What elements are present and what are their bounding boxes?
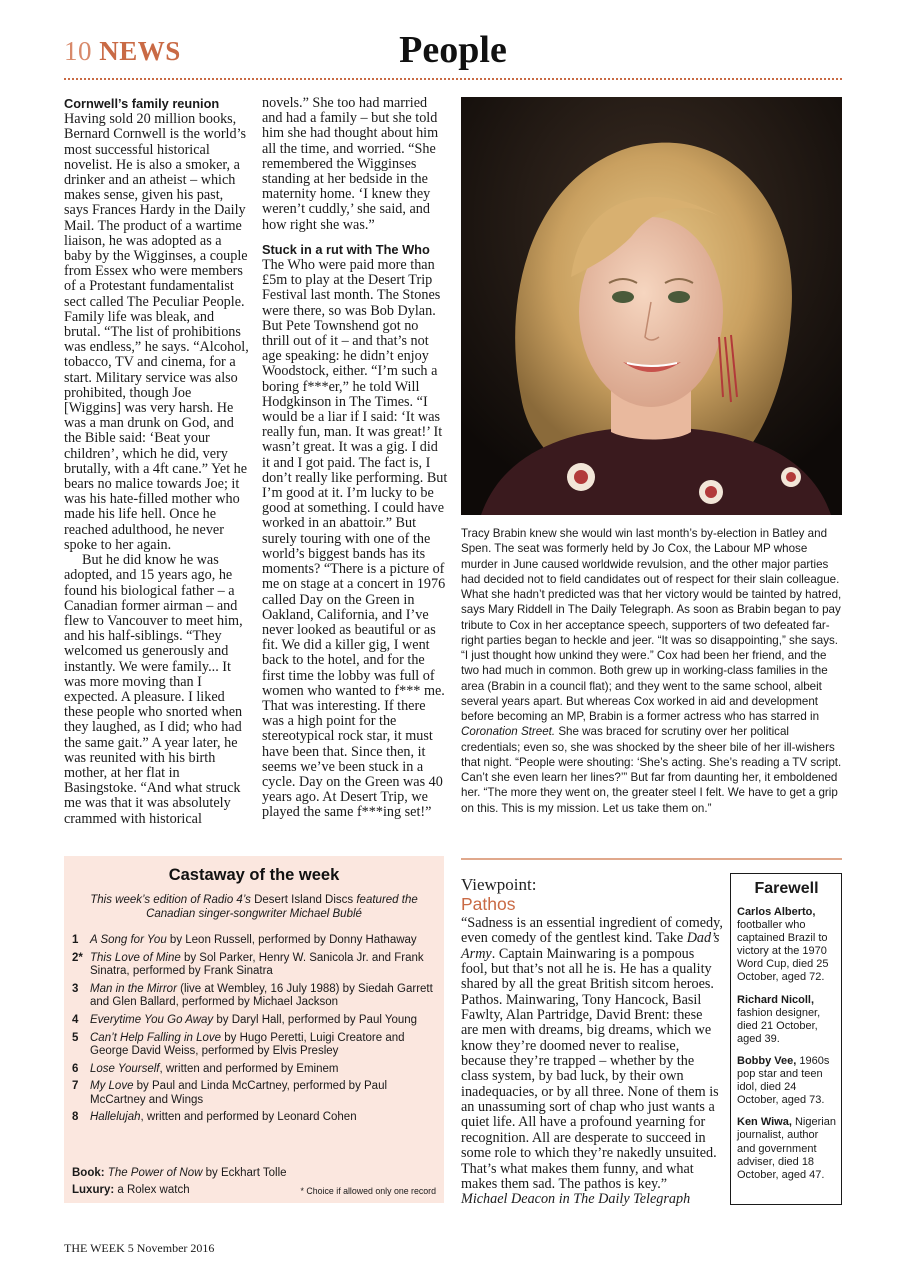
castaway-footnote: * Choice if allowed only one record	[300, 1186, 436, 1196]
castaway-book: Book: The Power of Now by Eckhart Tolle	[72, 1167, 287, 1179]
list-item: Richard Nicoll, fashion designer, died 21 October, aged 39.	[737, 993, 821, 1045]
viewpoint-byline: Michael Deacon in The Daily Telegraph	[461, 1191, 691, 1208]
viewpoint-body: “Sadness is an essential ingredient of comedy, even comedy of the gentlest kind. Take Dad’s Army. Captain Mainwaring is a pompous fool, but that’s not all he is. He has a quality shared by all the great British sitcom heroes. Pathos. Mainwaring, Tony Hancock, Basil Fawlty, Alan Partridge, David Brent: these are men with dreams, big dreams, which we know they’re doomed never to realise, because they’re trapped – whether by the class system, by bad luck, by their own inadequacies, or by all three. None of them is an unassuming sort of chap who just wants a quiet life. All have a profound yearning for recognition. All are desperate to succeed in some role to which they’re nakedly unsuited. That’s what makes them funny, and what makes them sad. The pathos is key.”	[461, 915, 723, 1192]
list-item: 5 Can’t Help Falling in Love by Hugo Peretti, Luigi Creatore and George David Weiss, performed by Elvis Presley	[72, 1031, 405, 1057]
list-item: Carlos Alberto, footballer who captained Brazil to victory at the 1970 Word Cup, died 25 October, aged 72.	[737, 906, 829, 984]
page-header	[64, 28, 842, 80]
column-2	[262, 96, 448, 821]
cornwell-para-1: Having sold 20 million books, Bernard Cornwell is the world’s most successful historical novelist. He is also a smoker, a drinker and an atheist – which makes sense, given his past, says Frances Hardy in the Daily Mail. The product of a wartime liaison, he was adopted as a baby by the Wigginses, a couple from Essex who were members of a Protestant fundamentalist sect called The Peculiar People. Family life was bleak, and brutal. “The list of prohibitions was endless,” he says. “Alcohol, tobacco, TV and cinema, for a start. Military service was also prohibited, though Joe [Wiggins] was very harsh. He was a man drunk on God, and the Bible said: ‘Beat your children’, which he did, very brutally, with a 4ft cane.” Yet he bears no malice towards Joe; it was his hate-filled mother who made his life hell. Once he reached adulthood, he never spoke to her again.	[64, 111, 249, 553]
castaway-box	[64, 856, 444, 1203]
portrait-illustration	[461, 97, 842, 515]
list-item: Bobby Vee, 1960s pop star and teen idol, died 24 October, aged 73.	[737, 1054, 830, 1107]
caption-show-title: Coronation Street.	[461, 725, 556, 739]
viewpoint-headline: Pathos	[461, 894, 516, 914]
list-item: 3 Man in the Mirror (live at Wembley, 16 July 1988) by Siedah Garrett and Glen Ballard, performed by Michael Jackson	[72, 982, 433, 1008]
list-item: 7 My Love by Paul and Linda McCartney, performed by Paul McCartney and Wings	[72, 1080, 388, 1106]
who-kicker: Stuck in a rut with The Who	[262, 241, 430, 257]
page-title: People	[399, 29, 507, 71]
list-item: 4 Everytime You Go Away by Daryl Hall, performed by Paul Young	[72, 1013, 418, 1026]
brabin-photo	[461, 97, 842, 515]
cornwell-para-2: But he did know he was adopted, and 15 years ago, he found his biological father – a Canadian former airman – and flew to Vancouver to meet him, and his half-siblings. “They welcomed us generously and instantly. We were family... It was more moving than I expected. A pleasure. I liked these people who snorted when they laughed, as I did; who had the same gait.” A year later, he was reunited with his birth mother, at her flat in Basingstoke. “And what struck me was that it was absolutely crammed with historical	[64, 552, 243, 827]
caption-text-1: Tracy Brabin knew she would win last month’s by-election in Batley and Spen. The seat was formerly held by Jo Cox, the Labour MP whose murder in June caused worldwide revulsion, and the other major parties had decided not to field candidates out of respect for their slain colleague. What she hadn’t predicted was that her victory would be tainted by hatred, says Mary Riddell in The Daily Telegraph. As soon as Brabin began to pay tribute to Cox in her acceptance speech, supporters of two defeated far-right parties began to heckle and jeer. “It was so disappointing,” she says. “I just thought how unkind they were.” Cox had been her friend, and the two had much in common. Both grew up in working-class families in the area (Brabin in a council flat); and they went to the same school, albeit several years apart. But whereas Cox worked in aid and development before becoming an MP, Brabin is a former actress who has starred in	[461, 527, 842, 723]
cornwell-para-3: novels.” She too had married and had a family – but she told him she had thought about him all the time, and worried. “She remembered the Wigginses standing at her bedside in the maternity home. ‘I knew they weren’t cuddly,’ she said, and how right she was.”	[262, 95, 439, 233]
who-body: The Who were paid more than £5m to play at the Desert Trip Festival last month. The Stones were there, so was Bob Dylan. But Pete Townshend got no thrill out of it – and that’s not age speaking: he didn’t enjoy Woodstock, either. “I’m such a boring f***er,” he told Will Hodgkinson in The Times. “I would be a liar if I said: ‘It was really fun, man. It was great!’ It wasn’t great. It was a gig. I did it and I got paid. The fact is, I don’t really like performing. But I’m good at it. I’m lucky to be good at something. I could have worked in an abattoir.” But surely touring with one of the world’s biggest bands has its moments? “There is a picture of me on stage at a concert in 1976 called Day on the Green in Oakland, California, and I’ve never looked as beautiful or as fit. We did a killer gig, I went back to the hotel, and for the first time the lobby was full of women who wanted to f*** me. That was interesting. If there was a high point for the stereotypical rock star, it must have been that. Since then, it seems we’ve been stuck in a cycle. Day on the Green was 40 years ago. At Desert Trip, we played the same f***ing set!”	[262, 257, 448, 821]
photo-caption	[461, 526, 845, 816]
list-item: 2* This Love of Mine by Sol Parker, Henry W. Sanicola Jr. and Frank Sinatra, performed by Frank Sinatra	[72, 951, 424, 977]
list-item: 1 A Song for You by Leon Russell, performed by Donny Hathaway	[72, 934, 417, 946]
cornwell-article	[64, 96, 250, 827]
list-item: 6 Lose Yourself, written and performed by Eminem	[72, 1062, 339, 1075]
section-name: NEWS	[99, 36, 181, 66]
section-number: 10	[64, 36, 92, 66]
castaway-subtitle: This week’s edition of Radio 4’s Desert Island Discs featured the Canadian singer-songwriter Michael Bublé	[90, 894, 418, 920]
castaway-title: Castaway of the week	[168, 866, 340, 884]
header-divider	[64, 78, 842, 80]
farewell-title: Farewell	[754, 880, 819, 897]
list-item: Ken Wiwa, Nigerian journalist, author and government adviser, died 18 October, aged 47.	[737, 1116, 836, 1181]
page-footer: THE WEEK 5 November 2016	[64, 1241, 215, 1255]
castaway-luxury: Luxury: a Rolex watch	[72, 1184, 190, 1196]
caption-text-2: She was braced for scrutiny over her political credentials; even so, she was shocked by the sheer bile of her ill-wishers that night. “People were shouting: ‘She’s acting. She’s reading a TV script. Can’t she even learn her lines?’” But far from daunting her, it emboldened her. “The more they went on, the greater steel I felt. We have to get a grip on this. This is my mission. Let us take them on.”	[461, 725, 842, 815]
viewpoint-article	[461, 875, 723, 1208]
castaway-track-list	[72, 934, 434, 1129]
farewell-box	[730, 873, 842, 1205]
cornwell-kicker: Cornwell’s family reunion	[64, 96, 220, 111]
caption-divider	[461, 858, 842, 860]
viewpoint-label: Viewpoint:	[461, 875, 537, 894]
list-item: 8 Hallelujah, written and performed by Leonard Cohen	[72, 1111, 357, 1124]
